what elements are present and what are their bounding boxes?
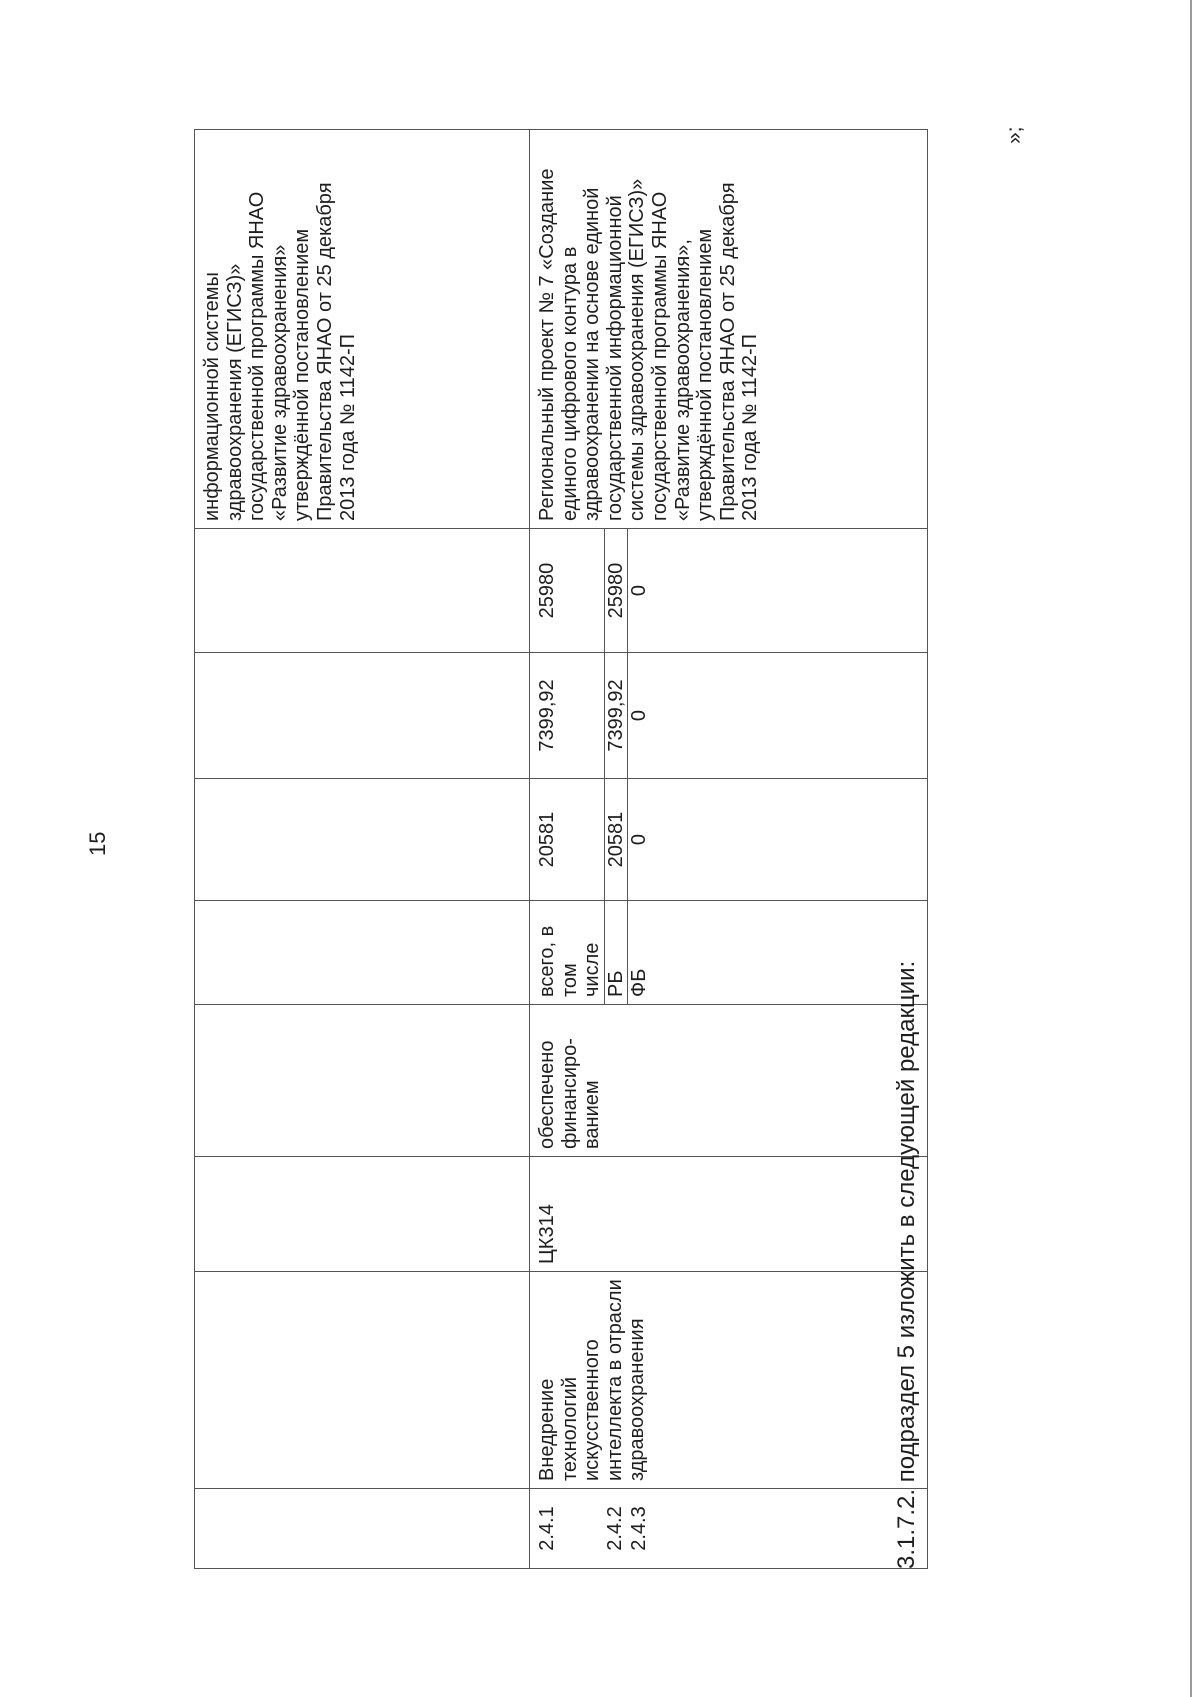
source-cell: ФБ (628, 901, 928, 1005)
code-cell: ЦК314 (530, 1157, 928, 1272)
value-cell: 25980 (604, 529, 628, 653)
value-cell: 0 (628, 529, 928, 653)
value-cell: 0 (628, 779, 928, 901)
source-cell: РБ (604, 901, 628, 1005)
source-cell: всего, в том числе (530, 901, 605, 1005)
row-number: 2.4.1 (530, 1489, 605, 1569)
row-number: 2.4.3 (628, 1489, 928, 1569)
value-cell: 7399,92 (604, 653, 628, 779)
row-number: 2.4.2 (604, 1489, 628, 1569)
table-row (530, 130, 605, 1569)
page-number: 15 (85, 831, 110, 856)
closing-quote: »; (1003, 126, 1026, 144)
basis-cell: информационной системы здравоохранения (ЕГИСЗ)» государственной программы ЯНАО «Развитие здравоохранения» утверждённой постановлением Правительства ЯНАО от 25 декабря 2013 года № 1142-П (195, 130, 530, 529)
continuation-row (195, 130, 530, 1569)
budget-table (194, 129, 928, 1569)
value-cell: 0 (628, 653, 928, 779)
basis-cell: Региональный проект № 7 «Создание единого цифрового контура в здравоохранении на основе единой государственной информационной системы здравоохранения (ЕГИСЗ)» государственной программы ЯНАО «Развитие здравоохранения», утверждённой постановлением Правительства ЯНАО от 25 декабря 2013 года № 1142-П (530, 130, 928, 529)
event-name-cell: Внедрение технологий искусственного интеллекта в отрасли здравоохранения (530, 1272, 928, 1489)
value-cell: 25980 (530, 529, 605, 653)
status-cell: обеспечено финансиро-ванием (530, 1005, 928, 1157)
scan-edge-line (1190, 0, 1192, 1697)
value-cell: 20581 (530, 779, 605, 901)
edit-instruction: 3.1.7.2. подраздел 5 изложить в следующей редакции: (893, 960, 920, 1569)
value-cell: 7399,92 (530, 653, 605, 779)
value-cell: 20581 (604, 779, 628, 901)
